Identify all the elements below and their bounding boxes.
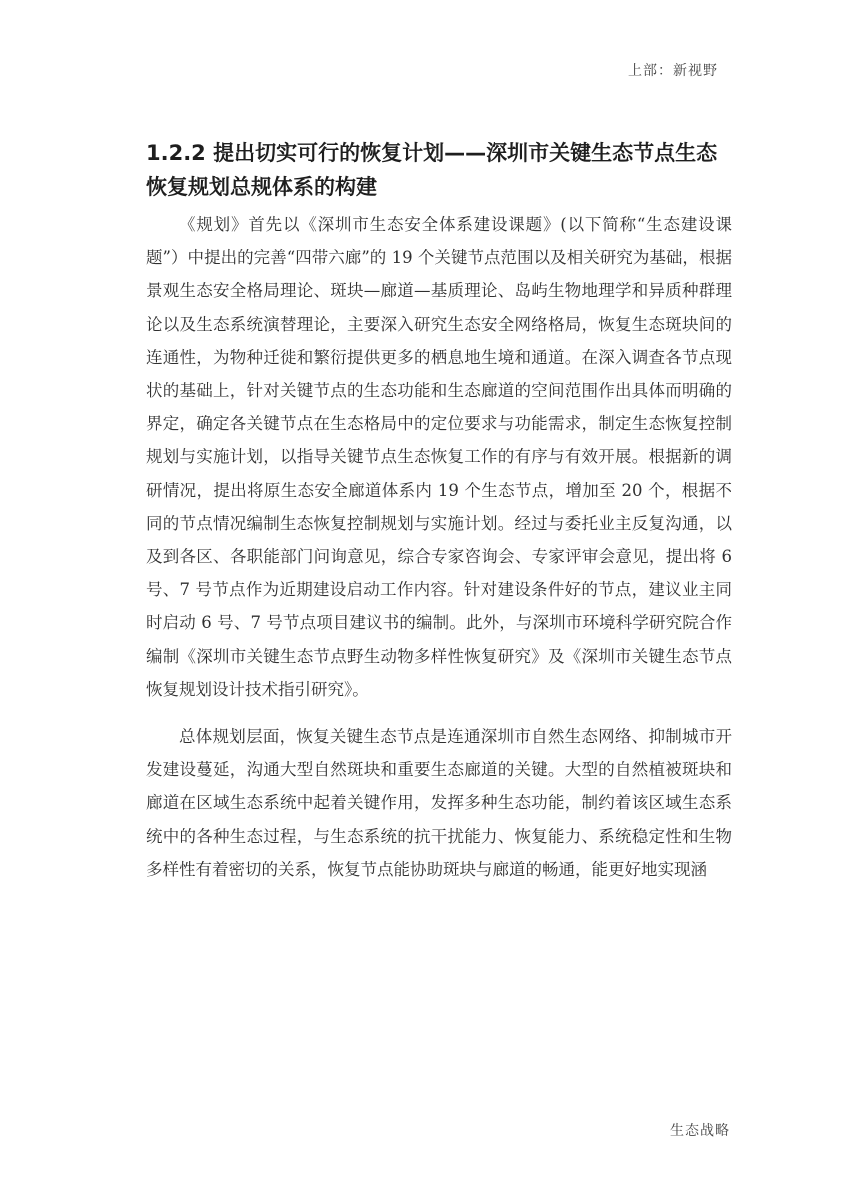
paragraph-1: 《规划》首先以《深圳市生态安全体系建设课题》(以下简称“生态建设课题”）中提出的完善“四带六廊”的 19 个关键节点范围以及相关研究为基础，根据景观生态安全格局理论、斑块—廊道—基质理论、岛屿生物地理学和异质种群理论以及生态系统演替理论，主要深入研究生态安全网络格局，恢复生态斑块间的连通性，为物种迁徙和繁衍提供更多的栖息地生境和通道。在深入调查各节点现状的基础上，针对关键节点的生态功能和生态廊道的空间范围作出具体而明确的界定，确定各关键节点在生态格局中的定位要求与功能需求，制定生态恢复控制规划与实施计划，以指导关键节点生态恢复工作的有序与有效开展。根据新的调研情况，提出将原生态安全廊道体系内 19 个生态节点，增加至 20 个，根据不同的节点情况编制生态恢复控制规划与实施计划。经过与委托业主反复沟通，以及到各区、各职能部门问询意见，综合专家咨询会、专家评审会意见，提出将 6 号、7 号节点作为近期建设启动工作内容。针对建设条件好的节点，建议业主同时启动 6 号、7 号节点项目建议书的编制。此外，与深圳市环境科学研究院合作编制《深圳市关键生态节点野生动物多样性恢复研究》及《深圳市关键生态节点恢复规划设计技术指引研究》。 [146, 215, 732, 699]
running-footer: 生态战略 [670, 1123, 730, 1139]
paragraph-2: 总体规划层面，恢复关键生态节点是连通深圳市自然生态网络、抑制城市开发建设蔓延，沟通大型自然斑块和重要生态廊道的关键。大型的自然植被斑块和廊道在区域生态系统中起着关键作用，发挥多种生态功能，制约着该区域生态系统中的各种生态过程，与生态系统的抗干扰能力、恢复能力、系统稳定性和生物多样性有着密切的关系，恢复节点能协助斑块与廊道的畅通，能更好地实现涵 [146, 727, 732, 879]
body-text [146, 208, 732, 886]
running-header: 上部：新视野 [628, 63, 718, 79]
section-heading: 1.2.2 提出切实可行的恢复计划——深圳市关键生态节点生态恢复规划总规体系的构建 [146, 141, 718, 199]
